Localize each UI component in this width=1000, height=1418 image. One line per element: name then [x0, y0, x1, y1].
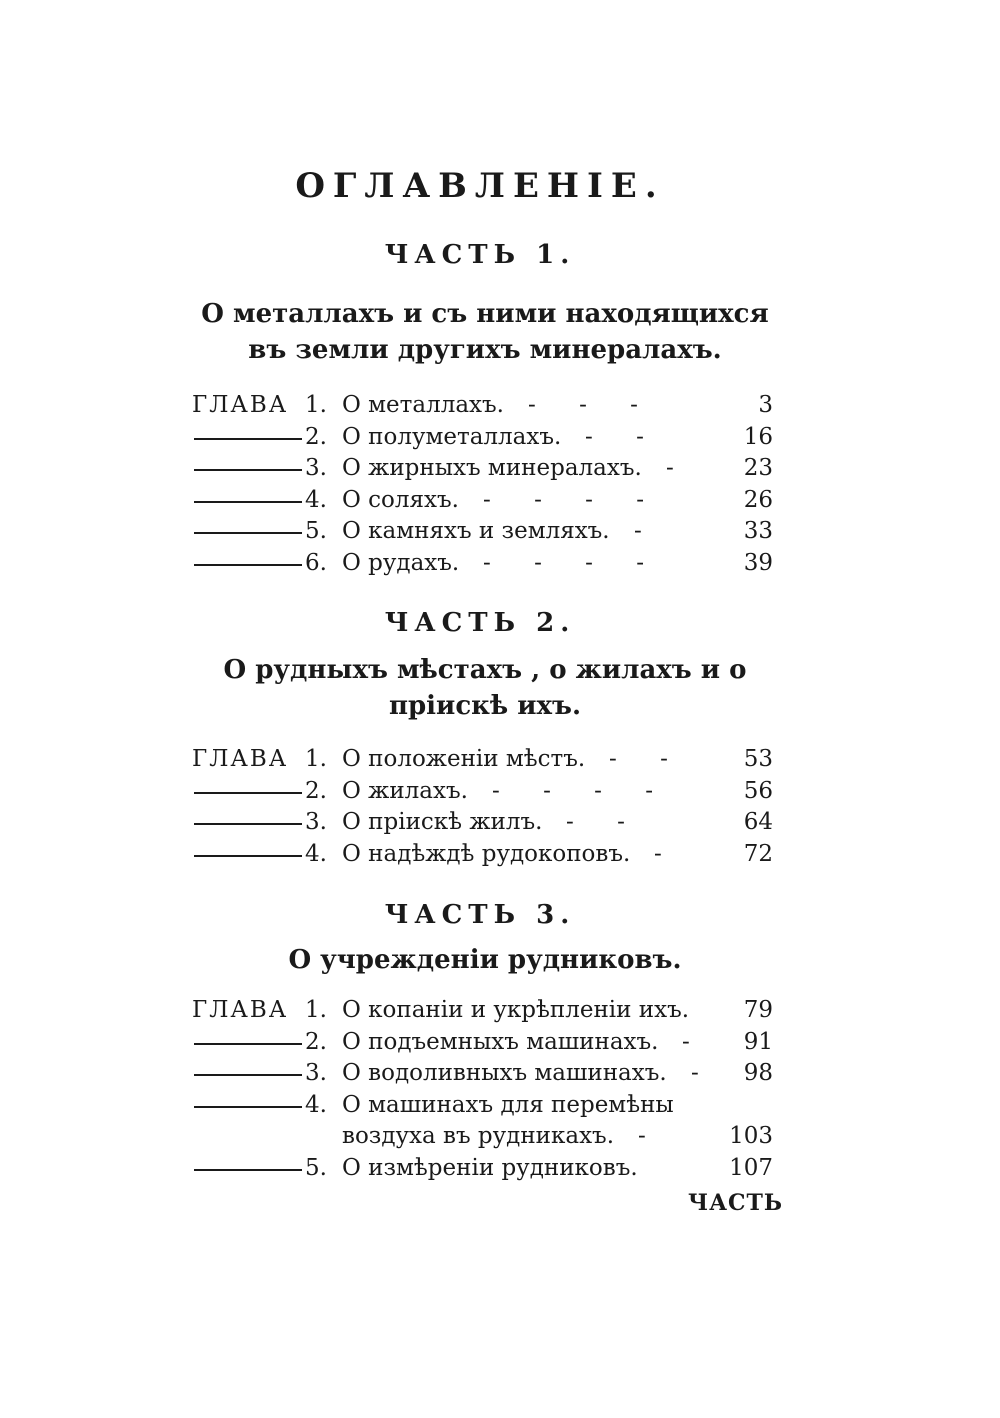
chapter-title: О водоливныхъ машинахъ. [342, 1060, 667, 1086]
chapter-title: О полуметаллахъ. [342, 423, 562, 450]
chapter-title: О измѣреніи рудниковъ. [342, 1154, 638, 1181]
part-3-title-line-1: О учрежденіи рудниковъ. [288, 945, 682, 975]
dot-leader: - [682, 1028, 708, 1055]
chapter-row [192, 422, 777, 454]
page-number: 3 [758, 392, 773, 418]
chapter-number: 5. [305, 518, 327, 544]
part-3-heading: ЧАСТЬ 3. [384, 900, 576, 930]
chapter-number: 1. [305, 746, 327, 772]
chapter-row [192, 1027, 777, 1059]
page-number: 53 [743, 746, 773, 772]
chapter-title: О рудахъ. [342, 549, 460, 576]
chapter-row [192, 776, 777, 808]
dot-leader: - - - - [483, 486, 663, 513]
chapter-title: О положеніи мѣстъ. [342, 746, 586, 772]
chapter-title: О соляхъ. [342, 486, 459, 513]
dot-leader: - [634, 518, 660, 544]
chapter-number: 4. [305, 1091, 327, 1118]
chapter-title: О металлахъ. [342, 392, 504, 418]
page-number: 103 [729, 1123, 773, 1149]
chapter-row [192, 516, 777, 548]
page-number: 23 [743, 455, 773, 481]
part-2-title-line-2: пріискѣ ихъ. [388, 691, 582, 721]
ditto-rule [194, 532, 302, 534]
page-number: 107 [729, 1154, 773, 1181]
chapter-number: 2. [305, 423, 327, 450]
ditto-rule [194, 855, 302, 857]
part-3-chapter-list [192, 995, 777, 1184]
ditto-rule [194, 501, 302, 503]
chapter-row [192, 548, 777, 580]
catchword: ЧАСТЬ [688, 1190, 784, 1216]
page-number: 98 [743, 1060, 773, 1086]
part-1-heading: ЧАСТЬ 1. [384, 240, 576, 270]
chapter-title: О жилахъ. [342, 777, 468, 804]
page-number: 33 [743, 518, 773, 544]
page-number: 91 [743, 1028, 773, 1055]
chapter-title: О копаніи и укрѣпленіи ихъ. [342, 997, 690, 1023]
chapter-number: 2. [305, 777, 327, 804]
page-number: 79 [743, 997, 773, 1023]
part-2-title [190, 652, 780, 724]
chapter-row [192, 1153, 777, 1185]
part-2-heading: ЧАСТЬ 2. [384, 608, 576, 638]
part-2-title-line-1: О рудныхъ мѣстахъ , о жилахъ и о [223, 655, 747, 685]
dot-leader: - - - [528, 392, 656, 418]
chapter-label: ГЛАВА [192, 392, 289, 418]
chapter-row [192, 453, 777, 485]
dot-leader: - - - - [483, 549, 663, 576]
page-number: 26 [743, 486, 773, 513]
chapter-number: 4. [305, 486, 327, 513]
page-number: 16 [743, 423, 773, 450]
chapter-title: О надѣждѣ рудокоповъ. [342, 840, 631, 867]
dot-leader: - [638, 1123, 664, 1149]
dot-leader: - [691, 1060, 717, 1086]
chapter-number: 2. [305, 1028, 327, 1055]
chapter-number: 1. [305, 392, 327, 418]
dot-leader: - - [609, 746, 686, 772]
chapter-number: 3. [305, 1060, 327, 1086]
part-2-chapter-list [192, 744, 777, 870]
ditto-rule [194, 469, 302, 471]
ditto-rule [194, 792, 302, 794]
ditto-rule [194, 1169, 302, 1171]
ditto-rule [194, 823, 302, 825]
dot-leader: - [654, 840, 680, 867]
chapter-row [192, 390, 777, 422]
part-1-title [190, 296, 780, 368]
chapter-number: 4. [305, 840, 327, 867]
part-1-chapter-list [192, 390, 777, 579]
ditto-rule [194, 1043, 302, 1045]
dot-leader: - [666, 455, 692, 481]
part-1-title-line-2: въ земли другихъ минералахъ. [248, 335, 722, 365]
chapter-number: 3. [305, 809, 327, 835]
chapter-label: ГЛАВА [192, 997, 289, 1023]
chapter-number: 3. [305, 455, 327, 481]
page-title: ОГЛАВЛЕНІЕ. [295, 166, 665, 206]
chapter-number: 6. [305, 549, 327, 576]
chapter-row [192, 485, 777, 517]
ditto-rule [194, 1106, 302, 1108]
part-3-title [190, 942, 780, 978]
chapter-label: ГЛАВА [192, 746, 289, 772]
chapter-title: О подъемныхъ машинахъ. [342, 1028, 659, 1055]
chapter-title: воздуха въ рудникахъ. [342, 1123, 615, 1149]
page-number: 64 [743, 809, 773, 835]
chapter-title: О жирныхъ минералахъ. [342, 455, 642, 481]
chapter-row [192, 807, 777, 839]
chapter-title: О камняхъ и земляхъ. [342, 518, 610, 544]
dot-leader: - - [566, 809, 643, 835]
chapter-row [192, 839, 777, 871]
chapter-row [192, 744, 777, 776]
chapter-number: 5. [305, 1154, 327, 1181]
ditto-rule [194, 564, 302, 566]
ditto-rule [194, 438, 302, 440]
chapter-row [192, 1090, 777, 1122]
chapter-row [192, 1121, 777, 1153]
page-number: 56 [743, 777, 773, 804]
page-number: 72 [743, 840, 773, 867]
chapter-title: О пріискѣ жилъ. [342, 809, 543, 835]
chapter-row [192, 995, 777, 1027]
dot-leader: - - - - [492, 777, 672, 804]
chapter-number: 1. [305, 997, 327, 1023]
page-number: 39 [743, 549, 773, 576]
chapter-title: О машинахъ для перемѣны [342, 1091, 674, 1118]
dot-leader: - - [585, 423, 662, 450]
ditto-rule [194, 1074, 302, 1076]
chapter-row [192, 1058, 777, 1090]
part-1-title-line-1: О металлахъ и съ ними находящихся [201, 299, 769, 329]
